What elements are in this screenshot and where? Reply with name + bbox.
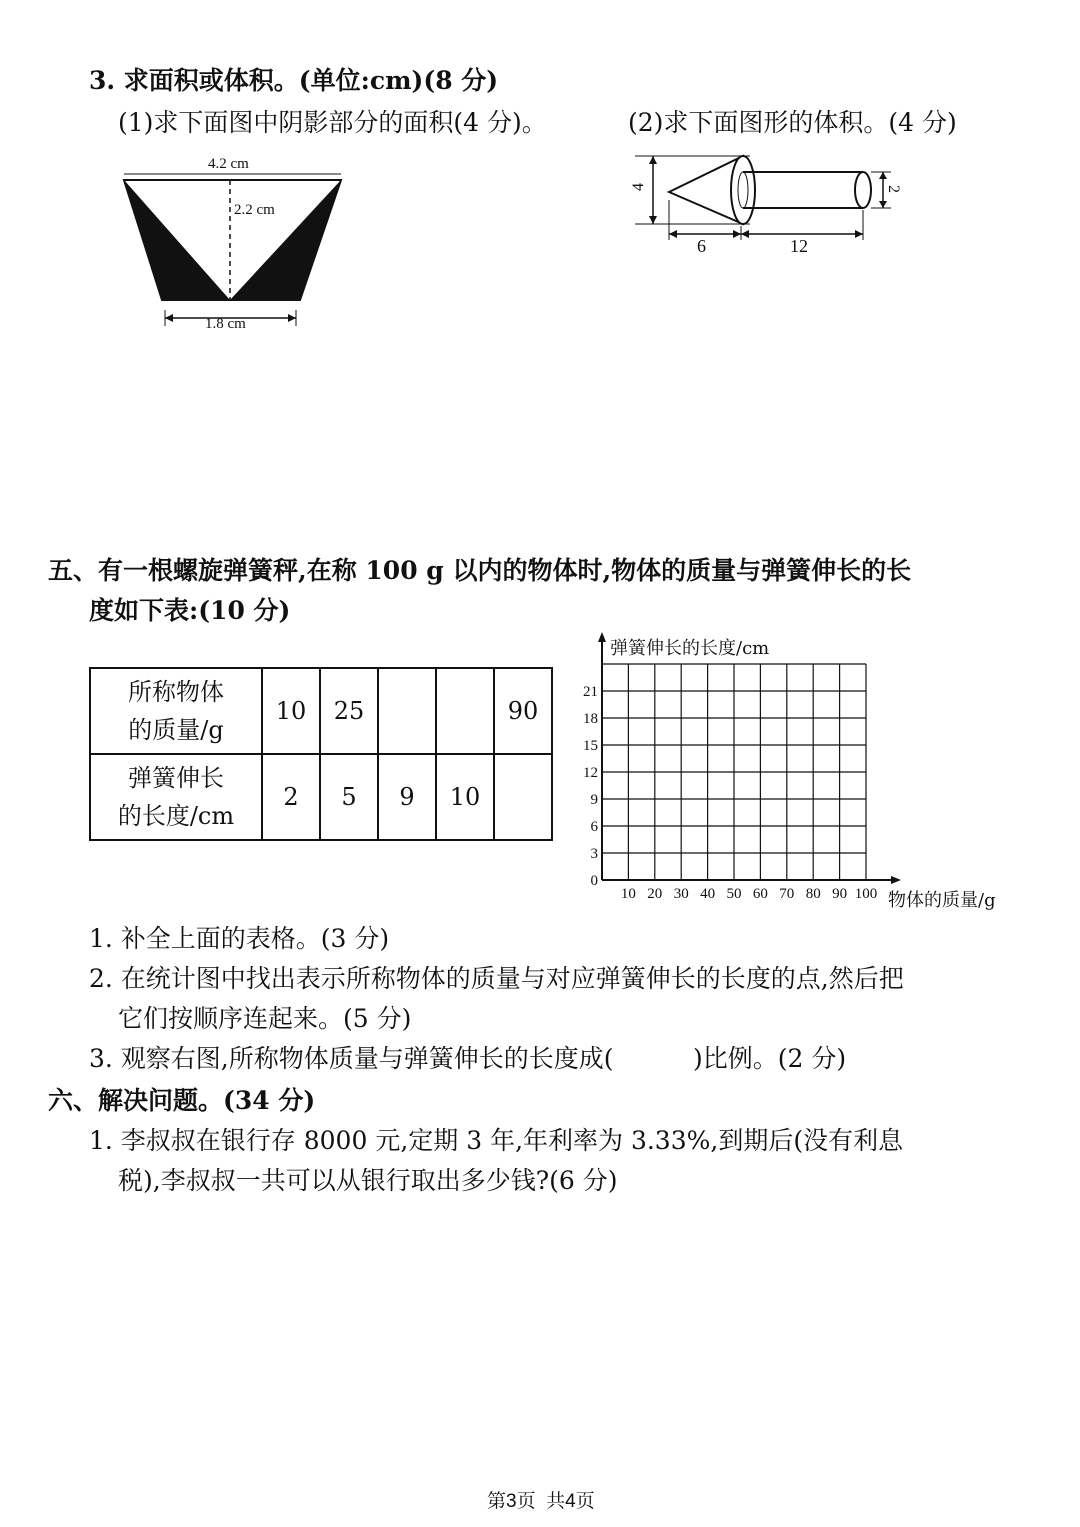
x-tick-label: 70 [779, 886, 795, 902]
y-tick-label: 21 [583, 684, 598, 700]
y-tick-label: 0 [590, 873, 598, 889]
x-axis-arrow [891, 876, 901, 884]
x-tick-label: 40 [700, 886, 716, 902]
cylinder-end [855, 172, 871, 208]
left-shaded-triangle [124, 180, 230, 300]
row1-header-line2: 的质量/g [128, 716, 224, 744]
mass-cell-blank [378, 668, 436, 754]
sub-question-2: (2)求下面图形的体积。(4 分) [628, 108, 957, 137]
x-tick-label: 50 [726, 886, 742, 902]
row1-header-line1: 所称物体 [128, 678, 224, 706]
length-cell-blank [494, 754, 552, 840]
chart-axes [598, 632, 901, 884]
fig2-cone-length-label: 6 [697, 236, 706, 256]
x-tick-label: 100 [854, 886, 878, 902]
row2-header-line2: 的长度/cm [117, 802, 235, 830]
sub-question-1: (1)求下面图中阴影部分的面积(4 分)。 [118, 108, 547, 137]
section6-q1-line2: 税),李叔叔一共可以从银行取出多少钱?(6 分) [118, 1166, 618, 1195]
x-tick-label: 30 [673, 886, 689, 902]
row1-header [90, 668, 262, 754]
y-tick-label: 3 [590, 846, 598, 862]
x-tick-label: 10 [620, 886, 636, 902]
data-table [89, 667, 553, 841]
trapezoid-figure [110, 150, 360, 340]
length-cell: 5 [320, 754, 378, 840]
fig1-top-label: 4.2 cm [208, 156, 249, 172]
length-cell: 2 [262, 754, 320, 840]
section5-title-line2: 度如下表:(10 分) [89, 596, 291, 625]
fig2-cylinder-length-label: 12 [790, 236, 808, 256]
q3-title: 3. 求面积或体积。(单位:cm)(8 分) [89, 66, 499, 95]
right-shaded-triangle [230, 180, 341, 300]
table-row [90, 668, 552, 754]
mass-cell: 25 [320, 668, 378, 754]
y-tick-label: 15 [583, 738, 598, 754]
mass-cell-blank [436, 668, 494, 754]
row2-header-line1: 弹簧伸长 [128, 764, 224, 792]
length-cell: 9 [378, 754, 436, 840]
table-row [90, 754, 552, 840]
spring-chart [570, 630, 1040, 920]
section5-q2-line1: 2. 在统计图中找出表示所称物体的质量与对应弹簧伸长的长度的点,然后把 [89, 964, 904, 993]
x-tick-label: 60 [752, 886, 768, 902]
mass-cell: 10 [262, 668, 320, 754]
x-tick-label: 80 [805, 886, 821, 902]
section6-q1-line1: 1. 李叔叔在银行存 8000 元,定期 3 年,年利率为 3.33%,到期后(没有利息 [89, 1126, 904, 1155]
x-tick-label: 20 [647, 886, 663, 902]
section5-q3: 3. 观察右图,所称物体质量与弹簧伸长的长度成( )比例。(2 分) [89, 1044, 847, 1073]
chart-ticks [583, 684, 877, 902]
chart-grid [602, 664, 866, 880]
chart-xlabel: 物体的质量/g [888, 890, 996, 911]
y-tick-label: 6 [590, 819, 598, 835]
length-cell: 10 [436, 754, 494, 840]
fig2-diameter-label: 2 [885, 185, 902, 193]
fig2-height-label: 4 [630, 183, 647, 191]
chart-ylabel: 弹簧伸长的长度/cm [610, 638, 770, 659]
section5-title-line1: 五、有一根螺旋弹簧秤,在称 100 g 以内的物体时,物体的质量与弹簧伸长的长 [48, 556, 912, 585]
fig1-bottom-label: 1.8 cm [205, 316, 246, 332]
x-tick-label: 90 [832, 886, 848, 902]
fig1-height-label: 2.2 cm [234, 202, 275, 218]
section6-title: 六、解决问题。(34 分) [48, 1086, 316, 1115]
cone-cylinder-figure [625, 148, 910, 258]
y-tick-label: 12 [583, 765, 598, 781]
y-axis-arrow [598, 632, 606, 642]
y-tick-label: 9 [590, 792, 598, 808]
section5-q1: 1. 补全上面的表格。(3 分) [89, 924, 390, 953]
section5-q2-line2: 它们按顺序连起来。(5 分) [118, 1004, 412, 1033]
mass-cell: 90 [494, 668, 552, 754]
cone-base [731, 156, 755, 224]
row2-header [90, 754, 262, 840]
y-tick-label: 18 [583, 711, 598, 727]
page-footer: 第3页 共4页 [487, 1491, 595, 1512]
